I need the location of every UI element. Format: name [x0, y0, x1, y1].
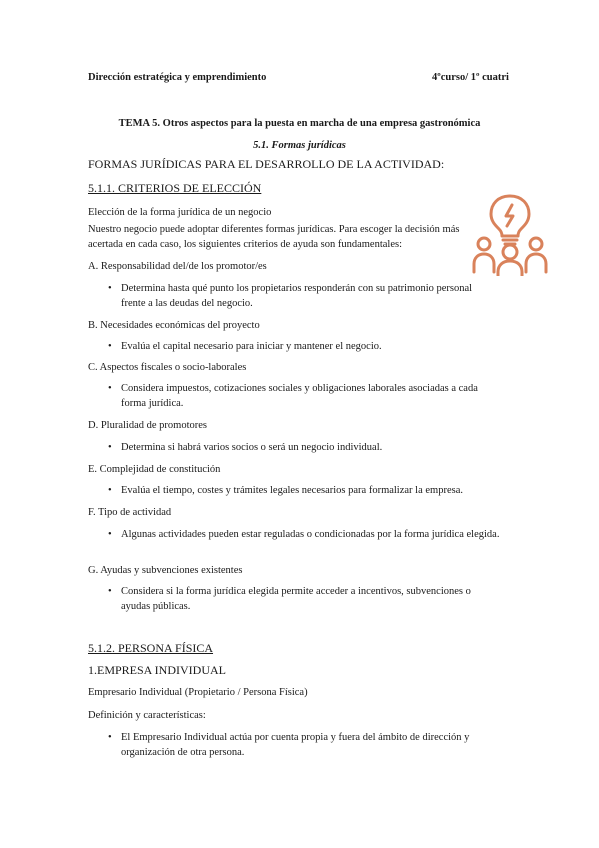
bullet-icon: • — [108, 383, 112, 394]
section-512-line1: Empresario Individual (Propietario / Persona Física) — [88, 687, 308, 698]
criterion-a-text: Determina hasta qué punto los propietarios responderán con su patrimonio personal frente a las deudas del negocio. — [121, 283, 473, 309]
section-512-bullet-text: El Empresario Individual actúa por cuenta propia y fuera del ámbito de dirección y organización de otra persona. — [121, 732, 470, 758]
section-511-subheading: Elección de la forma jurídica de un negocio — [88, 207, 272, 218]
criterion-c-text: Considera impuestos, cotizaciones sociales y obligaciones laborales asociadas a cada forma jurídica. — [121, 383, 478, 409]
criterion-f-label: F. Tipo de actividad — [88, 507, 172, 518]
bullet-icon: • — [108, 732, 112, 743]
page-title: TEMA 5. Otros aspectos para la puesta en marcha de una empresa gastronómica — [118, 118, 481, 129]
criterion-e-text: Evalúa el tiempo, costes y trámites legales necesarios para formalizar la empresa. — [121, 485, 463, 496]
criterion-e-label: E. Complejidad de constitución — [88, 464, 221, 475]
section-512-subheading: 1.EMPRESA INDIVIDUAL — [88, 663, 226, 677]
bullet-icon: • — [108, 485, 112, 496]
idea-team-icon — [472, 192, 548, 276]
bullet-icon: • — [108, 529, 112, 540]
criterion-d-text: Determina si habrá varios socios o será un negocio individual. — [121, 442, 383, 453]
bullet-icon: • — [108, 442, 112, 453]
bullet-icon: • — [108, 283, 112, 294]
bullet-icon: • — [108, 586, 112, 597]
header-course-name: Dirección estratégica y emprendimiento — [88, 72, 267, 83]
criterion-c-label: C. Aspectos fiscales o socio-laborales — [88, 362, 247, 373]
section-heading: FORMAS JURÍDICAS PARA EL DESARROLLO DE LA ACTIVIDAD: — [88, 157, 445, 171]
criterion-b-label: B. Necesidades económicas del proyecto — [88, 320, 260, 331]
criterion-g-text: Considera si la forma jurídica elegida permite acceder a incentivos, subvenciones o ayudas públicas. — [121, 586, 471, 612]
section-511-intro: Nuestro negocio puede adoptar diferentes formas jurídicas. Para escoger la decisión más acertada en cada caso, los siguientes criterios de ayuda son fundamentales: — [88, 224, 460, 250]
page-subtitle: 5.1. Formas jurídicas — [253, 140, 346, 151]
criterion-d-label: D. Pluralidad de promotores — [88, 420, 207, 431]
criterion-f-text: Algunas actividades pueden estar reguladas o condicionadas por la forma jurídica elegida. — [121, 529, 500, 540]
header-course-term: 4ºcurso/ 1º cuatri — [432, 72, 509, 83]
section-512-line2: Definición y características: — [88, 710, 206, 721]
section-512-heading: 5.1.2. PERSONA FÍSICA — [88, 641, 214, 655]
criterion-b-text: Evalúa el capital necesario para iniciar y mantener el negocio. — [121, 341, 382, 352]
section-511-heading: 5.1.1. CRITERIOS DE ELECCIÓN — [88, 181, 262, 195]
bullet-icon: • — [108, 341, 112, 352]
criterion-g-label: G. Ayudas y subvenciones existentes — [88, 565, 243, 576]
criterion-a-label: A. Responsabilidad del/de los promotor/es — [88, 261, 267, 272]
